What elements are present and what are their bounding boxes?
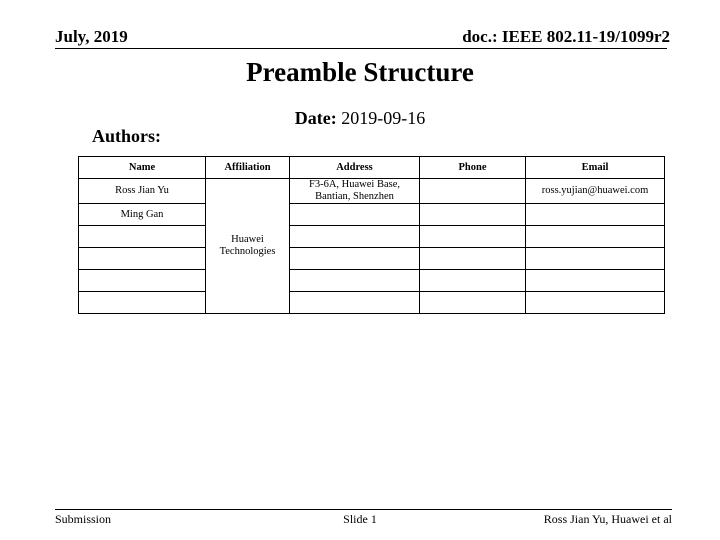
cell-email xyxy=(526,270,665,292)
cell-email: ross.yujian@huawei.com xyxy=(526,179,665,204)
cell-name xyxy=(79,270,206,292)
table-row xyxy=(79,204,665,226)
slide-title: Preamble Structure xyxy=(246,57,474,87)
cell-address xyxy=(290,248,420,270)
cell-address xyxy=(290,204,420,226)
cell-email xyxy=(526,226,665,248)
table-row xyxy=(79,226,665,248)
cell-name xyxy=(79,248,206,270)
cell-phone xyxy=(420,292,526,314)
cell-name xyxy=(79,226,206,248)
table-row xyxy=(79,292,665,314)
table-row xyxy=(79,179,665,204)
cell-phone xyxy=(420,270,526,292)
cell-phone xyxy=(420,204,526,226)
column-header-affiliation: Affiliation xyxy=(206,157,290,179)
footer-divider xyxy=(55,509,672,510)
authors-heading: Authors: xyxy=(92,126,162,146)
cell-email xyxy=(526,204,665,226)
cell-phone xyxy=(420,179,526,204)
footer-author: Ross Jian Yu, Huawei et al xyxy=(543,512,672,526)
column-header-name: Name xyxy=(79,157,206,179)
column-header-address: Address xyxy=(290,157,420,179)
cell-phone xyxy=(420,226,526,248)
cell-address xyxy=(290,292,420,314)
header-divider xyxy=(55,48,667,49)
footer-submission: Submission xyxy=(55,512,112,526)
cell-address: F3-6A, Huawei Base, Bantian, Shenzhen xyxy=(290,179,420,204)
cell-name: Ross Jian Yu xyxy=(79,179,206,204)
cell-name xyxy=(79,292,206,314)
table-row xyxy=(79,248,665,270)
table-row xyxy=(79,270,665,292)
column-header-email: Email xyxy=(526,157,665,179)
header-doc-id: doc.: IEEE 802.11-19/1099r2 xyxy=(462,27,670,46)
table-header-row xyxy=(79,157,665,179)
footer-slide-number: Slide 1 xyxy=(343,512,377,526)
date-value: 2019-09-16 xyxy=(341,108,426,128)
cell-email xyxy=(526,292,665,314)
header-date: July, 2019 xyxy=(55,27,128,46)
date-label: Date: xyxy=(294,108,337,128)
cell-affiliation: Huawei Technologies xyxy=(206,179,290,314)
cell-address xyxy=(290,270,420,292)
cell-phone xyxy=(420,248,526,270)
cell-address xyxy=(290,226,420,248)
cell-email xyxy=(526,248,665,270)
column-header-phone: Phone xyxy=(420,157,526,179)
cell-name: Ming Gan xyxy=(79,204,206,226)
authors-table xyxy=(78,156,665,314)
